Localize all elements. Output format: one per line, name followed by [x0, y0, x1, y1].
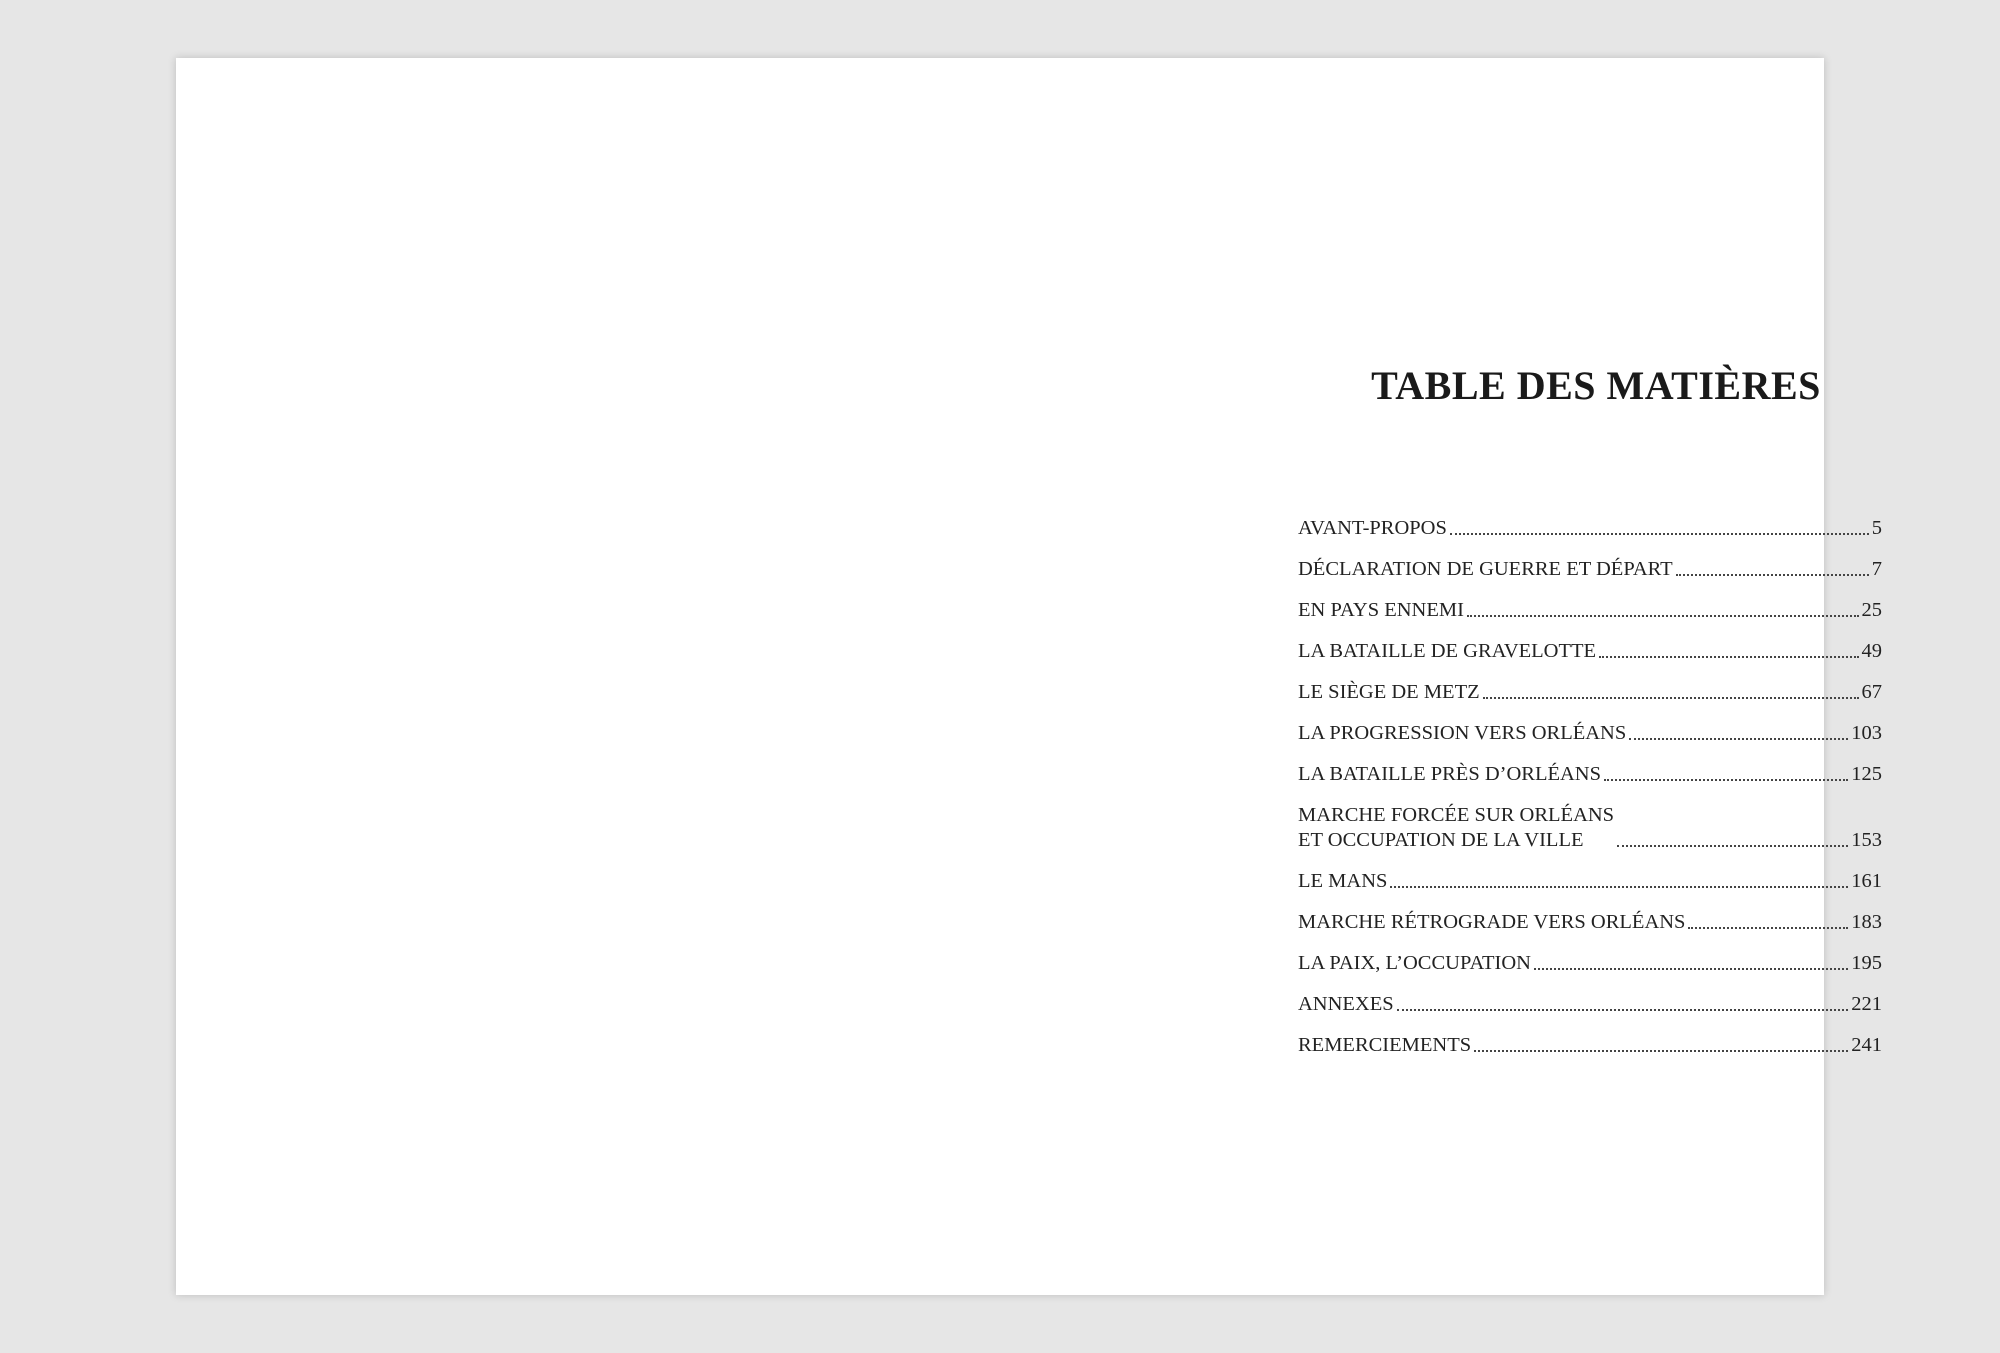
toc-title: TABLE DES MATIÈRES [1371, 363, 1821, 408]
toc-entry-title-line: EN PAYS ENNEMI [1298, 599, 1464, 621]
toc-entry [1298, 639, 1882, 664]
toc-entry-page-number: 161 [1851, 870, 1882, 892]
toc-entry-page-number: 5 [1871, 517, 1882, 539]
toc-entry-title-line: LE SIÈGE DE METZ [1298, 681, 1480, 703]
toc-entry-title [1298, 598, 1464, 623]
toc-entry-title [1298, 951, 1531, 976]
toc-entry-title-line: LE MANS [1298, 870, 1388, 892]
toc-entry [1298, 869, 1882, 894]
toc-entry-page-number: 183 [1851, 911, 1882, 933]
toc-entry-page-number: 49 [1861, 640, 1882, 662]
dot-leader [1676, 574, 1869, 576]
toc-entry-title-line: REMERCIEMENTS [1298, 1034, 1472, 1056]
toc-entry-title [1298, 910, 1685, 935]
dot-leader [1688, 927, 1848, 929]
toc-entry-page-number: 67 [1861, 681, 1882, 703]
toc-entry [1298, 516, 1882, 541]
toc-entry [1298, 721, 1882, 746]
toc-entry-page-number: 241 [1851, 1034, 1882, 1056]
toc-entry-title [1298, 992, 1394, 1017]
toc-entry [1298, 598, 1882, 623]
toc-entry [1298, 1033, 1882, 1058]
toc-entry [1298, 803, 1882, 853]
toc-entry-title-line: LA BATAILLE PRÈS D’ORLÉANS [1298, 763, 1602, 785]
toc-entry-title [1298, 680, 1480, 705]
toc-entry-title-line: AVANT-PROPOS [1298, 517, 1447, 539]
dot-leader [1629, 738, 1848, 740]
toc-entry-title-line: MARCHE RÉTROGRADE VERS ORLÉANS [1298, 911, 1686, 933]
book-spread [176, 58, 1882, 1295]
toc-entry-title-line: LA PROGRESSION VERS ORLÉANS [1298, 722, 1627, 744]
table-of-contents [1298, 516, 1882, 1074]
toc-entry-title-line: DÉCLARATION DE GUERRE ET DÉPART [1298, 558, 1673, 580]
toc-entry-page-number: 153 [1851, 829, 1882, 851]
toc-entry-title-line: ET OCCUPATION DE LA VILLE [1298, 829, 1584, 851]
toc-entry-page-number: 7 [1871, 558, 1882, 580]
toc-entry-title [1298, 516, 1447, 541]
toc-entry [1298, 762, 1882, 787]
toc-entry [1298, 910, 1882, 935]
dot-leader [1604, 779, 1848, 781]
toc-entry-page-number: 25 [1861, 599, 1882, 621]
dot-leader [1599, 656, 1858, 658]
toc-entry-title [1298, 721, 1626, 746]
toc-entry-title [1298, 869, 1387, 894]
dot-leader [1483, 697, 1859, 699]
dot-leader [1617, 845, 1848, 847]
toc-entry-page-number: 195 [1851, 952, 1882, 974]
toc-entry-title [1298, 762, 1601, 787]
toc-entry-title-line: LA PAIX, L’OCCUPATION [1298, 952, 1531, 974]
dot-leader [1534, 968, 1848, 970]
toc-entry-title [1298, 803, 1614, 853]
dot-leader [1450, 533, 1869, 535]
dot-leader [1397, 1009, 1849, 1011]
dot-leader [1390, 886, 1848, 888]
toc-entry-title [1298, 1033, 1471, 1058]
toc-entry [1298, 951, 1882, 976]
toc-entry-title [1298, 557, 1673, 582]
dot-leader [1467, 615, 1859, 617]
toc-entry [1298, 557, 1882, 582]
toc-entry-title-line: ANNEXES [1298, 993, 1394, 1015]
toc-entry [1298, 992, 1882, 1017]
toc-entry-title [1298, 639, 1596, 664]
toc-entry-title-line: MARCHE FORCÉE SUR ORLÉANS [1298, 804, 1615, 826]
dot-leader [1474, 1050, 1848, 1052]
toc-entry-page-number: 103 [1851, 722, 1882, 744]
toc-entry-page-number: 125 [1851, 763, 1882, 785]
toc-entry-title-line: LA BATAILLE DE GRAVELOTTE [1298, 640, 1597, 662]
toc-entry-page-number: 221 [1851, 993, 1882, 1015]
toc-entry [1298, 680, 1882, 705]
